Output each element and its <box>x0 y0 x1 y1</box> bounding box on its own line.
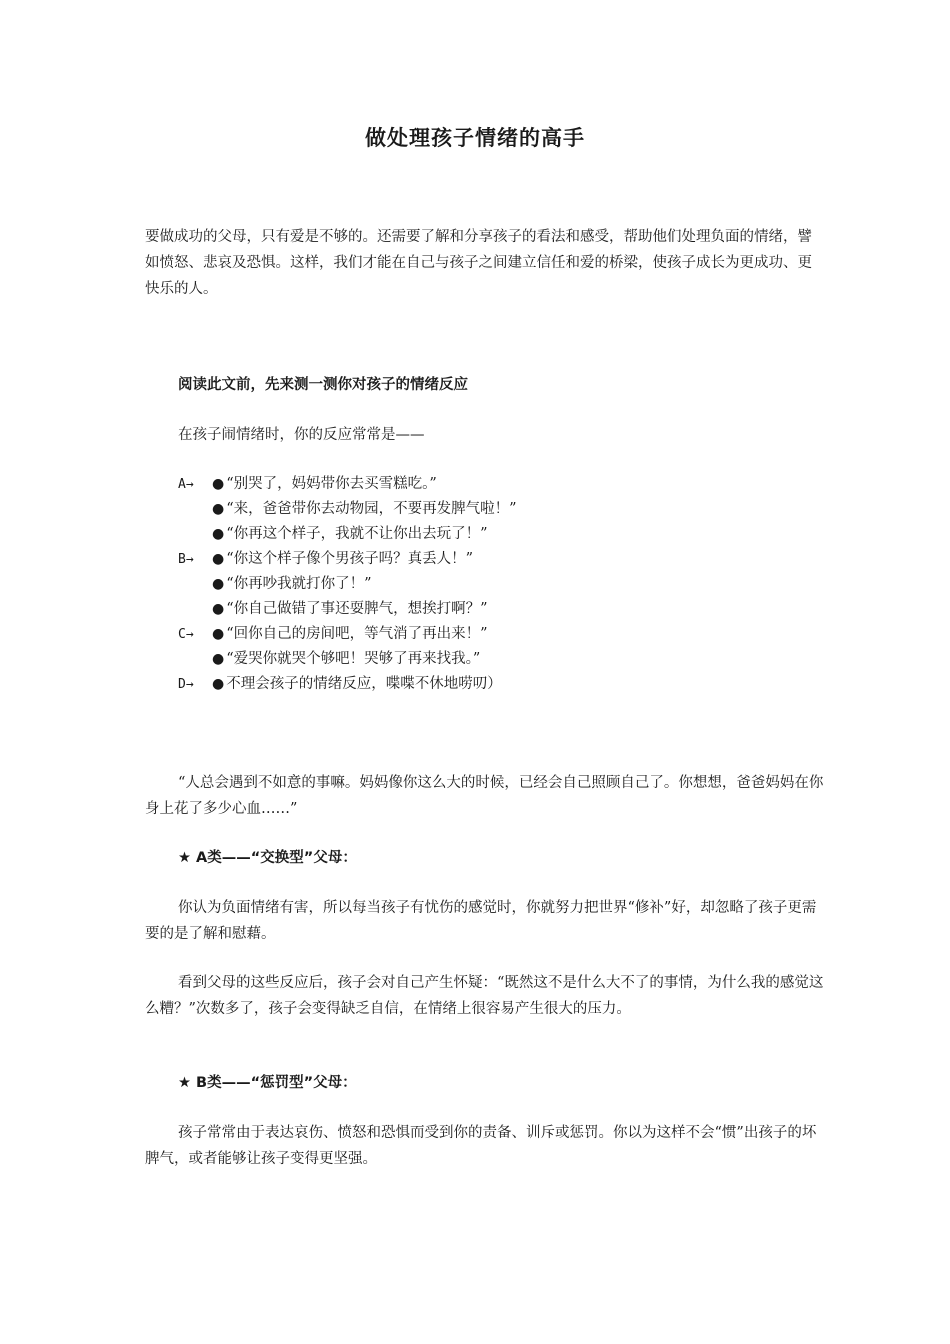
option-marker: D→ <box>178 677 194 692</box>
bullet-icon: ● <box>212 476 225 492</box>
quiz-prompt: 在孩子闹情绪时，你的反应常常是—— <box>178 427 425 443</box>
quiz-heading: 阅读此文前，先来测一测你对孩子的情绪反应 <box>178 377 468 393</box>
option-marker: B→ <box>178 552 194 567</box>
bullet-icon: ● <box>212 626 225 642</box>
quote-paragraph: “人总会遇到不如意的事嘛。妈妈像你这么大的时候，已经会自己照顾自己了。你想想，爸爸妈妈在你身上花了多少心血……” <box>145 775 824 817</box>
bullet-icon: ● <box>212 576 225 592</box>
bullet-icon: ● <box>212 601 225 617</box>
option-item <box>178 472 437 497</box>
option-text: “来，爸爸带你去动物园，不要再发脾气啦！” <box>226 501 517 517</box>
intro-paragraph: 要做成功的父母，只有爱是不够的。还需要了解和分享孩子的看法和感受，帮助他们处理负面的情绪，譬如愤怒、悲哀及恐惧。这样，我们才能在自己与孩子之间建立信任和爱的桥梁，使孩子成长为更成功、更快乐的人。 <box>145 229 812 297</box>
option-item <box>178 547 473 572</box>
bullet-icon: ● <box>212 501 225 517</box>
section-a-heading: ★ A类——“交换型”父母： <box>178 850 357 866</box>
option-item <box>178 597 488 622</box>
section-a-paragraph-2: 看到父母的这些反应后，孩子会对自己产生怀疑：“既然这不是什么大不了的事情，为什么我的感觉这么糟？”次数多了，孩子会变得缺乏自信，在情绪上很容易产生很大的压力。 <box>145 975 824 1017</box>
option-item <box>178 647 480 672</box>
bullet-icon: ● <box>212 651 225 667</box>
section-b-paragraph-1: 孩子常常由于表达哀伤、愤怒和恐惧而受到你的责备、训斥或惩罚。你以为这样不会“惯”出孩子的坏脾气，或者能够让孩子变得更坚强。 <box>145 1125 817 1167</box>
option-text: “你再吵我就打你了！” <box>226 576 372 592</box>
option-marker: A→ <box>178 477 194 492</box>
bullet-icon: ● <box>212 676 225 692</box>
option-text: “回你自己的房间吧，等气消了再出来！” <box>226 626 488 642</box>
option-marker: C→ <box>178 627 194 642</box>
bullet-icon: ● <box>212 551 225 567</box>
page-title: 做处理孩子情绪的高手 <box>365 126 585 150</box>
option-text: “你这个样子像个男孩子吗？真丢人！” <box>226 551 474 567</box>
option-text: “你自己做错了事还耍脾气，想挨打啊？” <box>226 601 488 617</box>
option-item <box>178 572 372 597</box>
option-item <box>178 622 488 647</box>
section-a-paragraph-1: 你认为负面情绪有害，所以每当孩子有忧伤的感觉时，你就努力把世界“修补”好，却忽略了孩子更需要的是了解和慰藉。 <box>145 900 817 942</box>
option-item <box>178 497 517 522</box>
bullet-icon: ● <box>212 526 225 542</box>
option-text: “爱哭你就哭个够吧！哭够了再来找我。” <box>226 651 481 667</box>
option-item <box>178 522 488 547</box>
option-item <box>178 672 502 697</box>
option-text: “别哭了，妈妈带你去买雪糕吃。” <box>226 476 437 492</box>
section-b-heading: ★ B类——“惩罚型”父母： <box>178 1075 357 1091</box>
option-text: “你再这个样子，我就不让你出去玩了！” <box>226 526 488 542</box>
option-text: 不理会孩子的情绪反应，喋喋不休地唠叨） <box>226 676 502 692</box>
